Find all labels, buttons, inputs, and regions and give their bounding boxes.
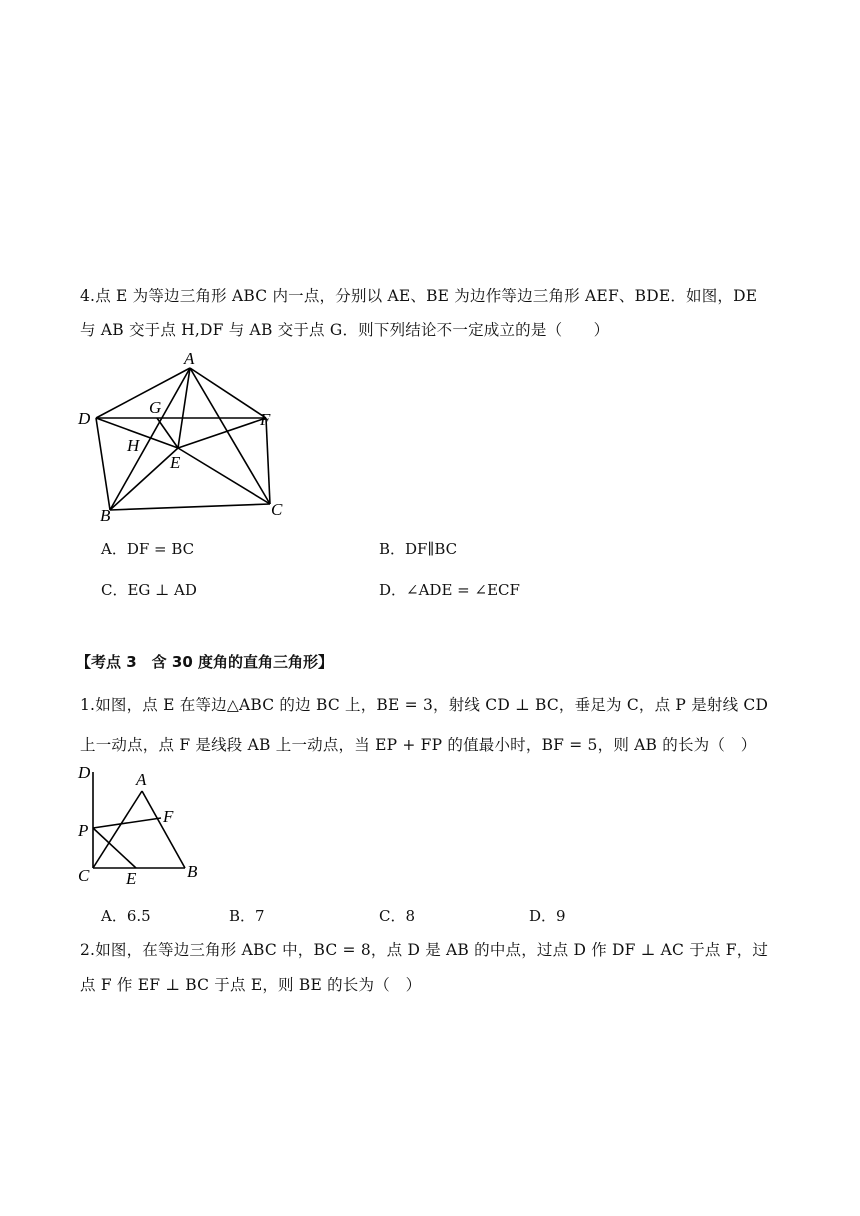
- s3q1-text-line2: 上一动点，点 F 是线段 AB 上一动点，当 EP + FP 的值最小时，BF = 5，则 AB 的长为（ ）: [80, 736, 757, 754]
- q4-label-A: A: [184, 349, 195, 368]
- q4-seg-BE: [110, 448, 178, 510]
- q4-label-G: G: [149, 398, 162, 417]
- s3q1-label-A: A: [136, 770, 147, 789]
- q4-option-c[interactable]: C．EG ⊥ AD: [101, 581, 197, 599]
- section-heading: 【考点 3 含 30 度角的直角三角形】: [76, 653, 333, 671]
- s3q2-text-line2: 点 F 作 EF ⊥ BC 于点 E，则 BE 的长为（ ）: [80, 976, 422, 994]
- q4-seg-EC: [178, 448, 270, 504]
- s3q1-label-E: E: [126, 869, 137, 888]
- s3q1-option-a[interactable]: A．6.5: [101, 907, 151, 925]
- s3q1-label-D: D: [78, 763, 91, 782]
- s3q1-label-F: F: [163, 807, 174, 826]
- s3q1-seg-AB: [142, 791, 185, 868]
- q4-seg-AC: [190, 368, 270, 504]
- s3q1-option-c[interactable]: C．8: [379, 907, 416, 925]
- s3q1-label-C: C: [78, 866, 90, 885]
- s3q1-geometry-figure: [76, 764, 216, 889]
- s3q1-seg-CA: [93, 791, 142, 868]
- s3q1-option-b[interactable]: B．7: [229, 907, 265, 925]
- q4-label-C: C: [271, 500, 283, 519]
- q4-label-F: F: [260, 410, 271, 429]
- s3q1-text-line1: 1.如图，点 E 在等边△ABC 的边 BC 上，BE = 3，射线 CD ⊥ BC，垂足为 C，点 P 是射线 CD: [80, 696, 769, 714]
- s3q2-text-line1: 2.如图，在等边三角形 ABC 中，BC = 8，点 D 是 AB 的中点，过点 D 作 DF ⊥ AC 于点 F，过: [80, 941, 769, 959]
- q4-text-line2: 与 AB 交于点 H,DF 与 AB 交于点 G．则下列结论不一定成立的是（ ）: [80, 321, 610, 339]
- q4-label-E: E: [170, 453, 181, 472]
- q4-label-H: H: [127, 436, 140, 455]
- s3q1-seg-PF: [93, 818, 161, 828]
- s3q1-label-P: P: [78, 821, 89, 840]
- q4-option-d[interactable]: D．∠ADE = ∠ECF: [379, 581, 520, 599]
- q4-seg-FC: [266, 418, 270, 504]
- q4-label-D: D: [78, 409, 91, 428]
- q4-seg-BC: [110, 504, 270, 510]
- s3q1-label-B: B: [187, 862, 198, 881]
- q4-seg-DB: [96, 418, 110, 510]
- q4-label-B: B: [100, 506, 111, 525]
- q4-seg-AF: [190, 368, 266, 418]
- q4-geometry-figure: [74, 348, 304, 523]
- s3q1-option-d[interactable]: D．9: [529, 907, 566, 925]
- q4-option-b[interactable]: B．DF∥BC: [379, 540, 458, 558]
- q4-text-line1: 4.点 E 为等边三角形 ABC 内一点，分别以 AE、BE 为边作等边三角形 AEF、BDE．如图，DE: [80, 287, 758, 305]
- q4-option-a[interactable]: A．DF = BC: [101, 540, 195, 558]
